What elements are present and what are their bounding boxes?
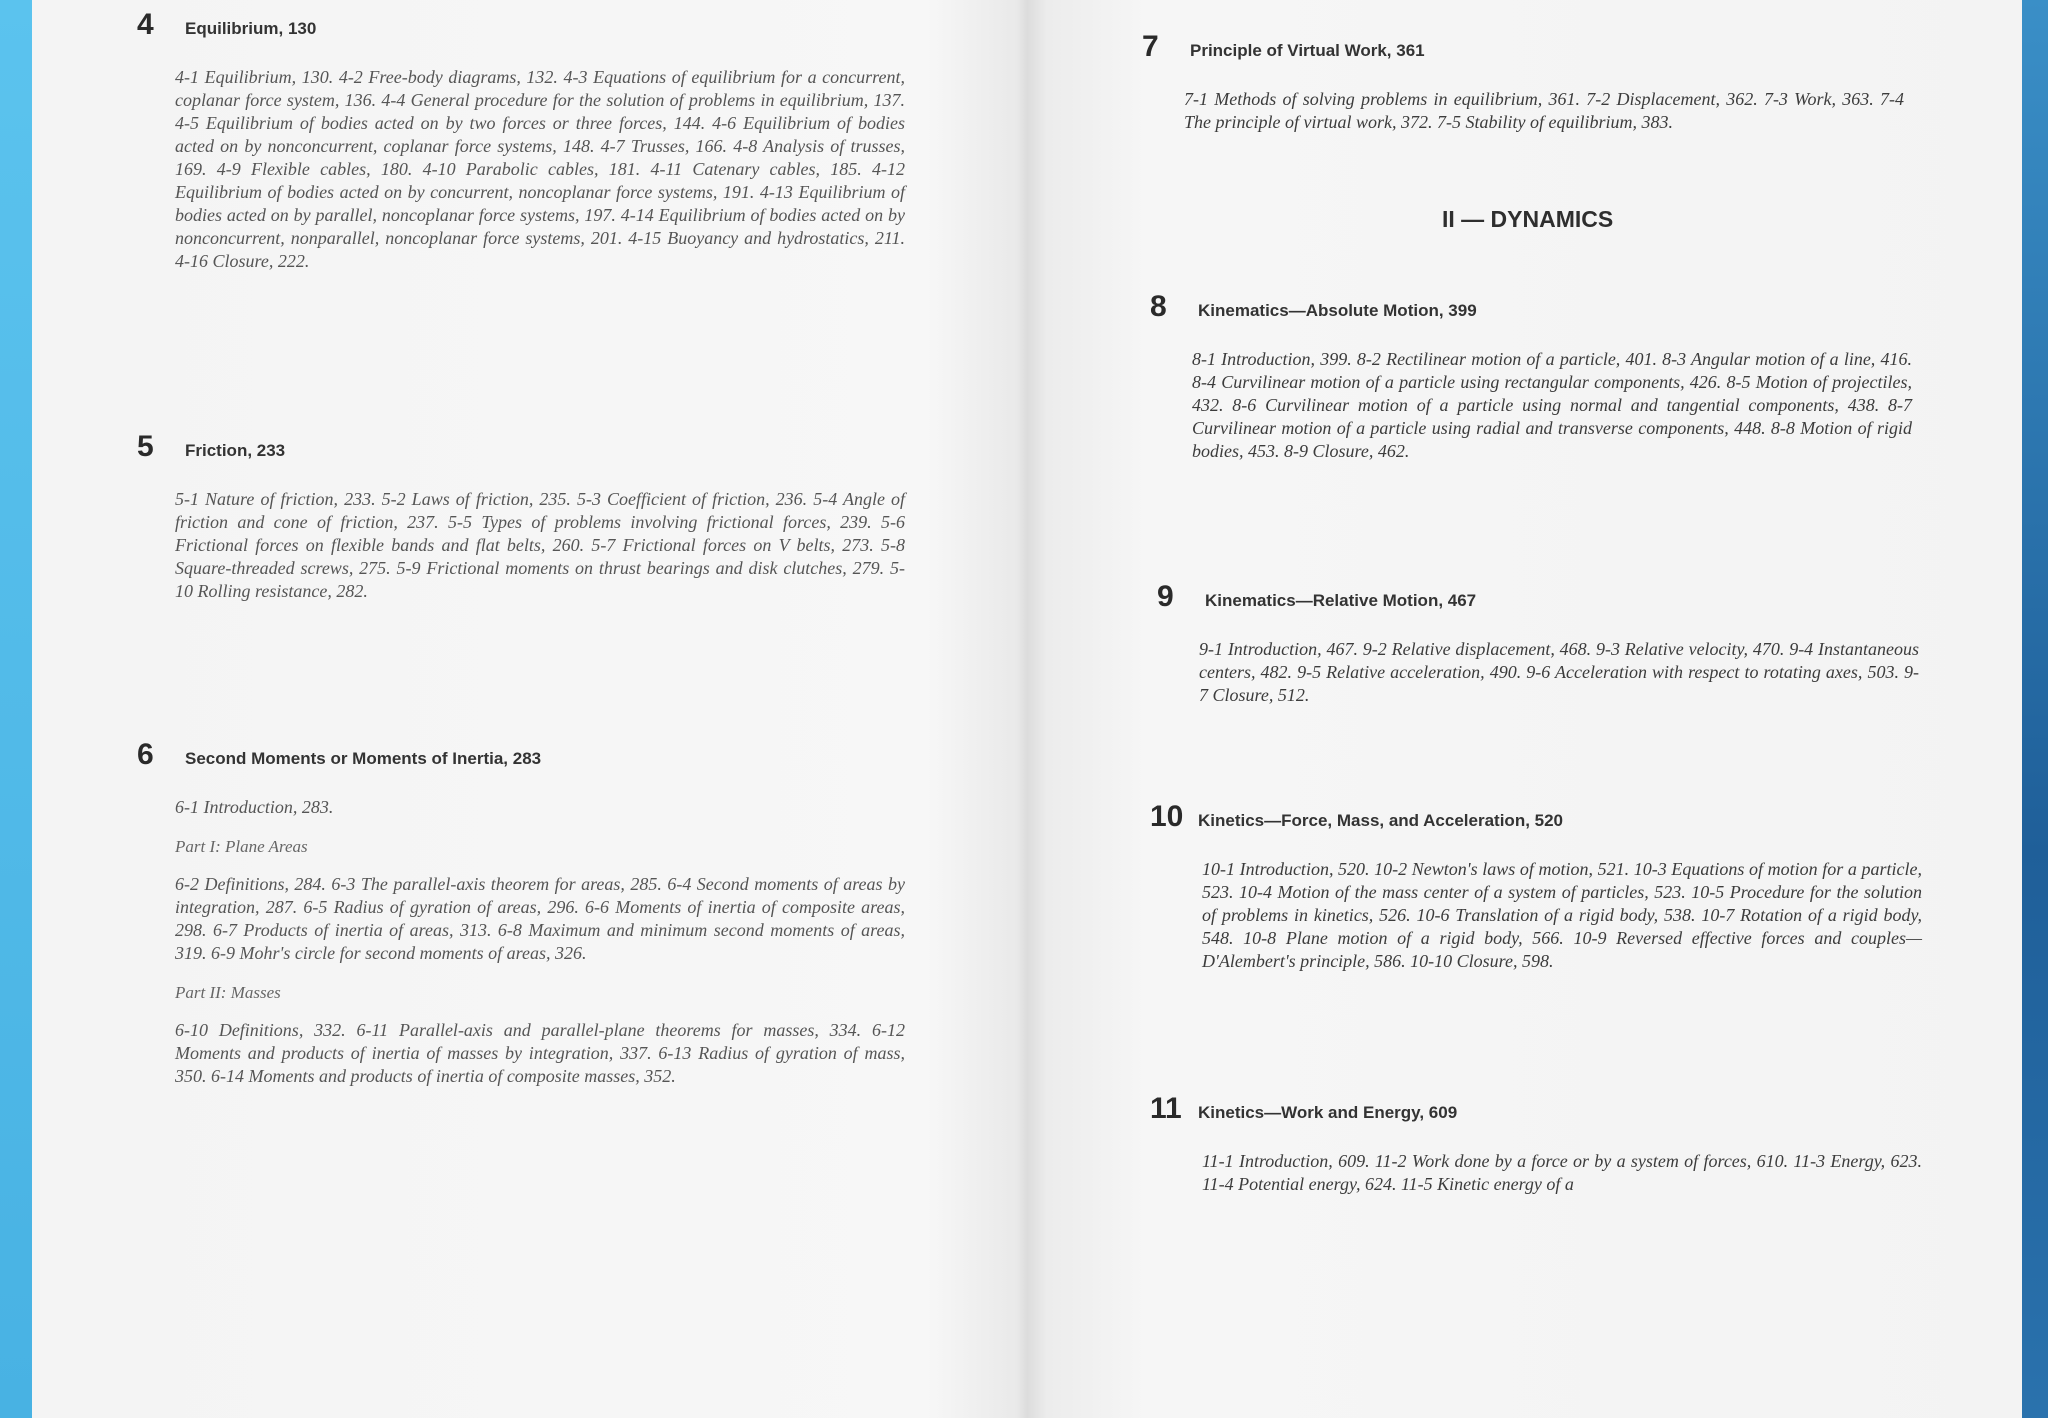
chapter-number: 8 bbox=[1150, 290, 1167, 323]
chapter-title: Kinematics—Relative Motion, 467 bbox=[1205, 591, 1477, 610]
chapter-heading bbox=[137, 430, 907, 464]
chapter-11 bbox=[1150, 1092, 1930, 1196]
section-heading: II — DYNAMICS bbox=[1442, 206, 1614, 232]
chapter-number: 4 bbox=[137, 8, 154, 41]
chapter-contents: 5-1 Nature of friction, 233. 5-2 Laws of friction, 235. 5-3 Coefficient of friction, 236. 5-4 Angle of friction and cone of friction, 237. 5-5 Types of problems involving frictional forces, 239. 5-6 Frictional forces on flexible bands and flat belts, 260. 5-7 Frictional forces on V belts, 273. 5-8 Square-threaded screws, 275. 5-9 Frictional moments on thrust bearings and disk clutches, 279. 5-10 Rolling resistance, 282. bbox=[175, 489, 905, 601]
chapter-10 bbox=[1150, 800, 1930, 973]
left-page bbox=[32, 0, 1022, 1418]
chapter-number: 10 bbox=[1150, 800, 1184, 833]
chapter-5 bbox=[137, 430, 907, 603]
chapter-title: Kinetics—Force, Mass, and Acceleration, 520 bbox=[1198, 811, 1564, 830]
chapter-4 bbox=[137, 8, 907, 273]
chapter-contents: 11-1 Introduction, 609. 11-2 Work done by a force or by a system of forces, 610. 11-3 Energy, 623. 11-4 Potential energy, 624. 11-5 Kinetic energy of a bbox=[1202, 1151, 1922, 1194]
chapter-number: 6 bbox=[137, 738, 154, 771]
chapter-9 bbox=[1157, 580, 1927, 707]
chapter-title: Equilibrium, 130 bbox=[185, 19, 317, 38]
chapter-heading bbox=[137, 738, 907, 772]
chapter-contents: 8-1 Introduction, 399. 8-2 Rectilinear motion of a particle, 401. 8-3 Angular motion of a line, 416. 8-4 Curvilinear motion of a particle using rectangular components, 426. 8-5 Motion of projectiles, 432. 8-6 Curvilinear motion of a particle using normal and tangential components, 438. 8-7 Curvilinear motion of a particle using radial and transverse components, 448. 8-8 Motion of rigid bodies, 453. 8-9 Closure, 462. bbox=[1192, 349, 1912, 461]
chapter-contents: 7-1 Methods of solving problems in equilibrium, 361. 7-2 Displacement, 362. 7-3 Work, 363. 7-4 The principle of virtual work, 372. 7-5 Stability of equilibrium, 383. bbox=[1184, 89, 1904, 132]
part-label: Part I: Plane Areas bbox=[175, 837, 308, 856]
chapter-number: 9 bbox=[1157, 580, 1174, 613]
chapter-heading bbox=[1150, 290, 1920, 324]
chapter-number: 7 bbox=[1142, 30, 1159, 63]
chapter-intro: 6-1 Introduction, 283. bbox=[175, 797, 334, 817]
part-label: Part II: Masses bbox=[175, 983, 281, 1002]
chapter-8 bbox=[1150, 290, 1920, 463]
chapter-contents: 10-1 Introduction, 520. 10-2 Newton's laws of motion, 521. 10-3 Equations of motion for a particle, 523. 10-4 Motion of the mass center of a system of particles, 523. 10-5 Procedure for the solution of problems in kinetics, 526. 10-6 Translation of a rigid body, 538. 10-7 Rotation of a rigid body, 548. 10-8 Plane motion of a rigid body, 566. 10-9 Reversed effective forces and couples—D'Alembert's principle, 586. 10-10 Closure, 598. bbox=[1202, 859, 1922, 971]
chapter-heading bbox=[137, 8, 907, 42]
chapter-contents bbox=[175, 796, 905, 1088]
chapter-title: Principle of Virtual Work, 361 bbox=[1190, 41, 1425, 60]
chapter-heading bbox=[1142, 30, 1912, 64]
chapter-title: Second Moments or Moments of Inertia, 283 bbox=[185, 749, 542, 768]
chapter-number: 11 bbox=[1150, 1092, 1182, 1125]
chapter-heading bbox=[1157, 580, 1927, 614]
right-page bbox=[1032, 0, 2022, 1418]
chapter-heading bbox=[1150, 800, 1930, 834]
part-contents: 6-2 Definitions, 284. 6-3 The parallel-axis theorem for areas, 285. 6-4 Second moments of areas by integration, 287. 6-5 Radius of gyration of areas, 296. 6-6 Moments of inertia of composite areas, 298. 6-7 Products of inertia of areas, 313. 6-8 Maximum and minimum second moments of areas, 319. 6-9 Mohr's circle for second moments of areas, 326. bbox=[175, 874, 905, 963]
chapter-7 bbox=[1142, 30, 1912, 134]
chapter-title: Kinematics—Absolute Motion, 399 bbox=[1198, 301, 1477, 320]
chapter-number: 5 bbox=[137, 430, 154, 463]
chapter-title: Kinetics—Work and Energy, 609 bbox=[1198, 1103, 1458, 1122]
chapter-contents: 9-1 Introduction, 467. 9-2 Relative displacement, 468. 9-3 Relative velocity, 470. 9-4 Instantaneous centers, 482. 9-5 Relative acceleration, 490. 9-6 Acceleration with respect to rotating axes, 503. 9-7 Closure, 512. bbox=[1199, 639, 1919, 705]
scanned-spread bbox=[32, 0, 2022, 1418]
chapter-title: Friction, 233 bbox=[185, 441, 286, 460]
chapter-heading bbox=[1150, 1092, 1930, 1126]
background-frame-right bbox=[2018, 0, 2048, 1418]
part-contents: 6-10 Definitions, 332. 6-11 Parallel-axis and parallel-plane theorems for masses, 334. 6-12 Moments and products of inertia of masses by integration, 337. 6-13 Radius of gyration of mass, 350. 6-14 Moments and products of inertia of composite masses, 352. bbox=[175, 1020, 905, 1086]
chapter-contents: 4-1 Equilibrium, 130. 4-2 Free-body diagrams, 132. 4-3 Equations of equilibrium for a concurrent, coplanar force system, 136. 4-4 General procedure for the solution of problems in equilibrium, 137. 4-5 Equilibrium of bodies acted on by two forces or three forces, 144. 4-6 Equilibrium of bodies acted on by nonconcurrent, coplanar force systems, 148. 4-7 Trusses, 166. 4-8 Analysis of trusses, 169. 4-9 Flexible cables, 180. 4-10 Parabolic cables, 181. 4-11 Catenary cables, 185. 4-12 Equilibrium of bodies acted on by concurrent, noncoplanar force systems, 191. 4-13 Equilibrium of bodies acted on by parallel, noncoplanar force systems, 197. 4-14 Equilibrium of bodies acted on by nonconcurrent, nonparallel, noncoplanar force systems, 201. 4-15 Buoyancy and hydrostatics, 211. 4-16 Closure, 222. bbox=[175, 67, 905, 271]
chapter-6 bbox=[137, 738, 907, 1088]
